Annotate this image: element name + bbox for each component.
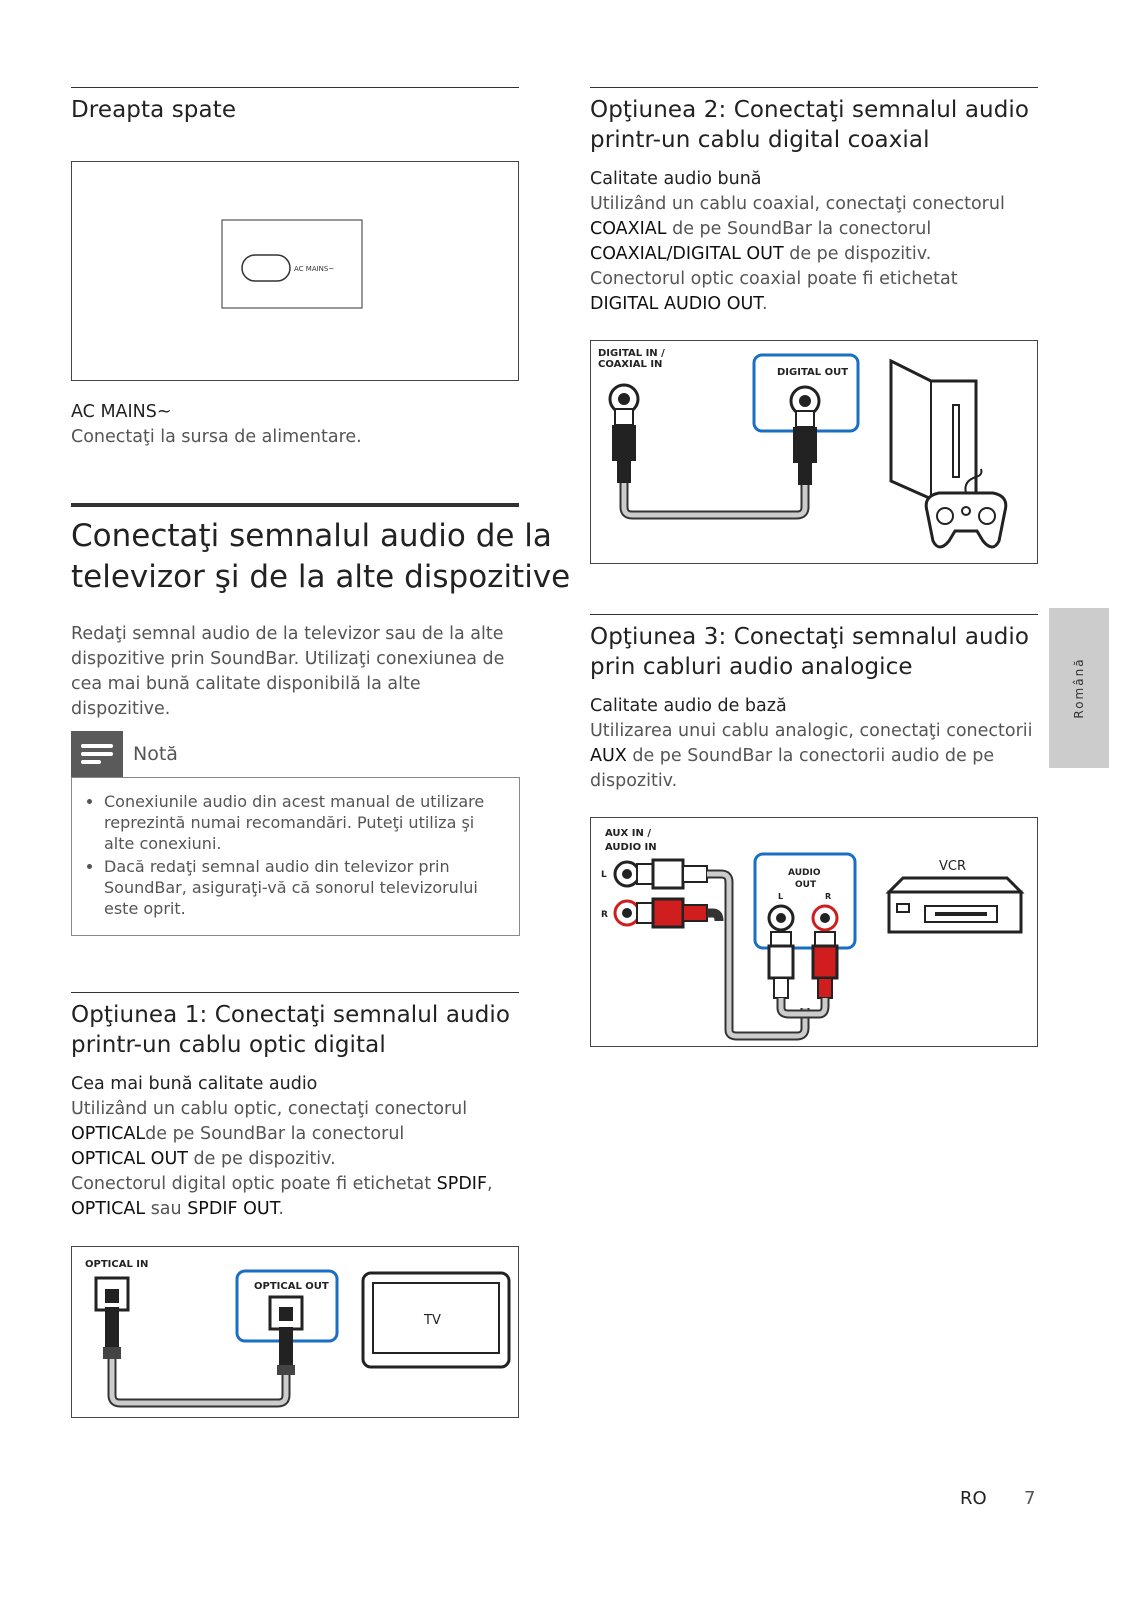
option2-text: Utilizând un cablu coaxial, conectaţi conectorul COAXIAL de pe SoundBar la conectorul COAXIAL/DIGITAL OUT de pe dispozitiv. Conectorul optic coaxial poate fi etichetat DIGITAL AUDIO OUT. bbox=[590, 194, 1005, 314]
coaxial-diagram bbox=[590, 340, 1038, 564]
optical-out-label: OPTICAL OUT bbox=[254, 1281, 329, 1292]
vcr-label: VCR bbox=[939, 859, 967, 874]
option1-quality: Cea mai bună calitate audio bbox=[71, 1074, 318, 1094]
rule-option1 bbox=[71, 992, 519, 993]
heading-rear-right: Dreapta spate bbox=[71, 97, 237, 123]
language-tab-label: Română bbox=[1072, 657, 1086, 719]
optical-diagram bbox=[71, 1246, 519, 1418]
language-tab bbox=[1049, 608, 1109, 768]
svg-text:R: R bbox=[825, 892, 832, 901]
option3-heading-line1: Opţiunea 3: Conectaţi semnalul audio bbox=[590, 624, 1030, 650]
option2-heading-line1: Opţiunea 2: Conectaţi semnalul audio bbox=[590, 97, 1030, 123]
option3-text: Utilizarea unui cablu analogic, conectaţi conectorii AUX de pe SoundBar la conectorii audio de pe dispozitiv. bbox=[590, 721, 1033, 791]
option3-heading-line2: prin cabluri audio analogice bbox=[590, 654, 913, 680]
note-item: • Dacă redaţi semnal audio din televizor prin SoundBar, asiguraţi-vă că sonorul televizorului este oprit. bbox=[104, 856, 504, 919]
section-title-line2: televizor şi de la alte dispozitive bbox=[71, 559, 571, 595]
note-box bbox=[71, 777, 520, 936]
desc-ac-mains: Conectaţi la sursa de alimentare. bbox=[71, 427, 362, 447]
ac-mains-diagram-label: AC MAINS~ bbox=[294, 265, 335, 273]
top-rule-left bbox=[71, 87, 519, 88]
svg-text:L: L bbox=[778, 892, 784, 901]
option2-heading-line2: printr-un cablu digital coaxial bbox=[590, 127, 930, 153]
option1-heading-line1: Opţiunea 1: Conectaţi semnalul audio bbox=[71, 1002, 511, 1028]
digital-in-label: DIGITAL IN / bbox=[598, 348, 665, 359]
rear-right-diagram bbox=[71, 161, 519, 381]
coaxial-in-label: COAXIAL IN bbox=[598, 359, 663, 370]
option1-text: Utilizând un cablu optic, conectaţi conectorul OPTICALde pe SoundBar la conectorul OPTICAL OUT de pe dispozitiv. Conectorul digital optic poate fi etichetat SPDIF, OPTICAL sau SPDIF OUT. bbox=[71, 1099, 493, 1219]
note-item: • Conexiunile audio din acest manual de utilizare reprezintă numai recomandări. Puteţi utiliza şi alte conexiuni. bbox=[104, 791, 504, 854]
option2-quality: Calitate audio bună bbox=[590, 169, 762, 189]
section-intro: Redaţi semnal audio de la televizor sau de la alte dispozitive prin SoundBar. Utilizaţi conexiunea de cea mai bună calitate disponibilă la alte dispozitive. bbox=[71, 624, 505, 719]
digital-out-label: DIGITAL OUT bbox=[777, 367, 849, 378]
section-title-line1: Conectaţi semnalul audio de la bbox=[71, 518, 552, 554]
top-rule-right bbox=[590, 87, 1038, 88]
option1-heading-line2: printr-un cablu optic digital bbox=[71, 1032, 386, 1058]
term-ac-mains: AC MAINS~ bbox=[71, 402, 172, 422]
section-thick-rule bbox=[71, 503, 519, 507]
svg-text:L: L bbox=[601, 870, 607, 880]
footer-lang: RO bbox=[960, 1488, 987, 1509]
rule-option3 bbox=[590, 614, 1038, 615]
page-number: 7 bbox=[1024, 1488, 1036, 1509]
audio-in-label: AUDIO IN bbox=[605, 842, 657, 853]
svg-text:AUDIO: AUDIO bbox=[788, 868, 821, 878]
option3-quality: Calitate audio de bază bbox=[590, 696, 787, 716]
tv-label: TV bbox=[424, 1313, 441, 1328]
aux-in-label: AUX IN / bbox=[605, 828, 651, 839]
note-icon bbox=[71, 731, 123, 777]
note-label: Notă bbox=[133, 743, 178, 765]
svg-text:R: R bbox=[601, 910, 608, 920]
analog-diagram bbox=[590, 817, 1038, 1047]
svg-text:OUT: OUT bbox=[795, 880, 817, 890]
optical-in-label: OPTICAL IN bbox=[85, 1259, 149, 1270]
